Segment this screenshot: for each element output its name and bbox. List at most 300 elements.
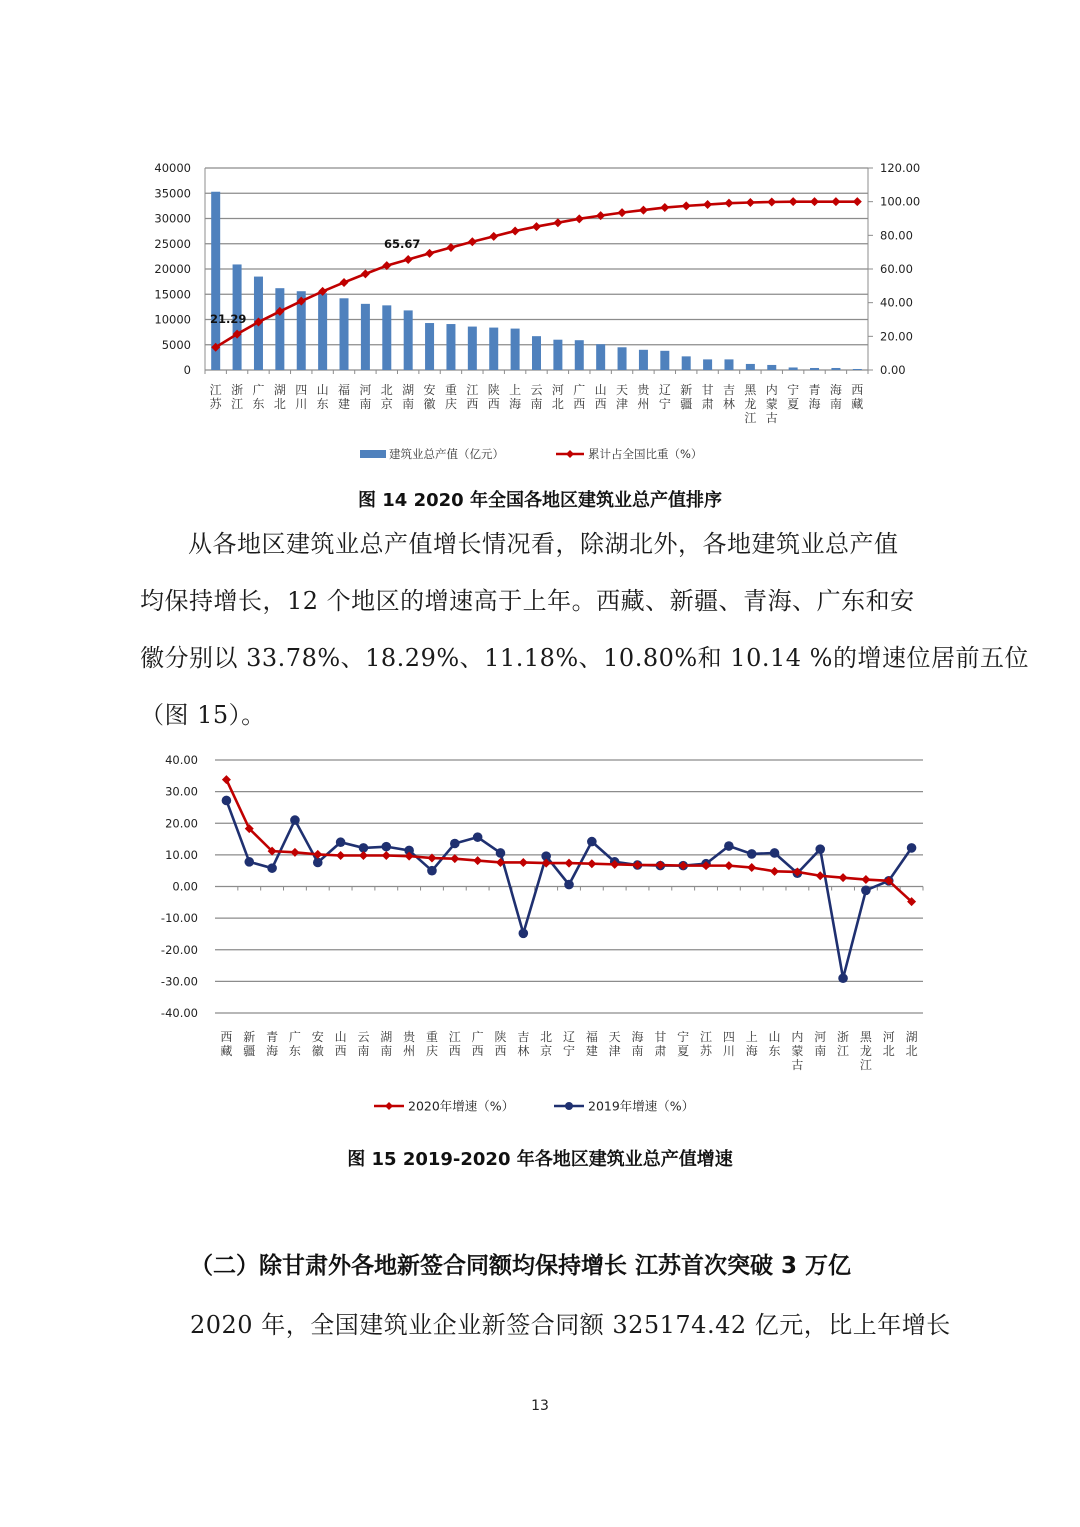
x-axis-label [586, 1030, 598, 1058]
svg-text:建: 建 [585, 1044, 598, 1058]
circle-marker [496, 848, 506, 858]
bar [810, 368, 819, 370]
diamond-marker [489, 232, 498, 241]
circle-marker [519, 929, 529, 939]
paragraph-line: 2020 年，全国建筑业企业新签合同额 325174.42 亿元，比上年增长 [190, 1311, 951, 1339]
svg-text:蒙: 蒙 [765, 397, 778, 411]
x-axis-label [472, 1029, 484, 1058]
svg-text:江: 江 [209, 383, 222, 397]
bar [425, 323, 434, 370]
paragraph-line: 从各地区建筑业总产值增长情况看，除湖北外，各地建筑业总产值 [188, 530, 899, 558]
left-axis-tick: 5000 [161, 337, 191, 352]
y-axis-tick: -30.00 [160, 974, 198, 989]
bar [767, 365, 776, 370]
svg-text:海: 海 [266, 1044, 279, 1058]
x-axis-label [809, 382, 821, 411]
svg-text:湖: 湖 [402, 383, 415, 397]
svg-text:累计占全国比重（%）: 累计占全国比重（%） [588, 447, 703, 461]
svg-text:江: 江 [700, 1030, 713, 1044]
x-axis-label [426, 1029, 438, 1058]
svg-text:夏: 夏 [787, 397, 800, 411]
x-axis-label [488, 382, 500, 411]
diamond-marker [404, 255, 413, 264]
svg-text:安: 安 [311, 1030, 324, 1044]
bar [703, 359, 712, 370]
svg-text:海: 海 [829, 383, 842, 397]
diamond-marker [639, 206, 648, 215]
svg-text:江: 江 [859, 1058, 872, 1072]
diamond-marker [682, 201, 691, 210]
svg-text:西: 西 [494, 1044, 507, 1058]
x-axis-label [552, 383, 564, 411]
bar [361, 304, 370, 370]
left-axis-tick: 25000 [154, 236, 191, 251]
svg-text:苏: 苏 [700, 1044, 713, 1058]
x-axis-label [595, 383, 607, 411]
x-axis-label [335, 1030, 347, 1058]
x-axis-label [637, 382, 650, 411]
diamond-marker [532, 222, 541, 231]
svg-text:南: 南 [829, 397, 842, 411]
data-label: 65.67 [384, 237, 421, 251]
svg-text:山: 山 [334, 1030, 347, 1044]
svg-text:建筑业总产值（亿元）: 建筑业总产值（亿元） [389, 447, 504, 461]
x-axis-label [766, 382, 778, 425]
svg-text:上: 上 [745, 1030, 758, 1044]
diamond-marker [831, 197, 840, 206]
x-axis-label [609, 1030, 621, 1058]
x-axis-label [837, 1029, 849, 1058]
svg-text:2019年增速（%）: 2019年增速（%） [588, 1098, 695, 1114]
diamond-marker [770, 867, 779, 876]
svg-text:川: 川 [722, 1044, 735, 1058]
bar [831, 368, 840, 370]
svg-text:湖: 湖 [273, 383, 286, 397]
bar [682, 356, 691, 370]
x-axis-label [654, 1029, 666, 1058]
svg-text:陕: 陕 [487, 383, 500, 397]
x-axis-label [723, 382, 735, 411]
svg-text:湖: 湖 [905, 1030, 918, 1044]
figure-15 [0, 740, 1080, 1130]
left-axis-tick: 15000 [154, 287, 191, 302]
circle-marker [313, 858, 323, 868]
bar [468, 327, 477, 370]
circle-marker [747, 849, 757, 859]
svg-text:青: 青 [808, 383, 821, 397]
figure-15-caption: 图 15 2019-2020 年各地区建筑业总产值增速 [347, 1149, 733, 1170]
x-axis-label [517, 1029, 529, 1058]
x-axis-label [295, 383, 307, 411]
x-axis-label [530, 383, 542, 411]
y-axis-tick: 10.00 [165, 847, 198, 862]
right-axis-tick: 80.00 [880, 228, 913, 243]
svg-text:西: 西 [466, 397, 479, 411]
diamond-marker [359, 851, 368, 860]
page-number: 13 [531, 1398, 549, 1414]
bar [511, 329, 520, 370]
left-axis-tick: 40000 [154, 161, 191, 175]
diamond-marker [336, 851, 345, 860]
x-axis-label [830, 383, 842, 411]
diamond-marker [746, 198, 755, 207]
x-axis-label [402, 382, 414, 411]
diamond-marker [724, 861, 733, 870]
svg-text:广: 广 [252, 383, 265, 397]
right-axis-tick: 60.00 [880, 262, 913, 276]
right-axis-tick: 120.00 [880, 161, 921, 175]
x-axis-label [403, 1029, 416, 1058]
x-axis-label [540, 1030, 552, 1058]
circle-marker [450, 839, 460, 849]
x-axis-label [380, 1029, 392, 1058]
x-axis-label [466, 383, 478, 411]
x-axis-label [883, 1030, 895, 1058]
svg-text:南: 南 [380, 1044, 393, 1058]
svg-text:吉: 吉 [722, 383, 735, 397]
x-axis-label [424, 382, 436, 411]
svg-text:东: 东 [316, 397, 329, 411]
x-axis-label [357, 1030, 369, 1058]
x-axis-label [769, 1030, 781, 1058]
svg-text:山: 山 [594, 383, 607, 397]
svg-text:黑: 黑 [744, 383, 757, 397]
chart-14-legend [360, 447, 702, 461]
svg-text:北: 北 [905, 1044, 918, 1058]
svg-text:南: 南 [359, 397, 372, 411]
svg-text:州: 州 [637, 397, 650, 411]
svg-text:州: 州 [403, 1044, 416, 1058]
paragraph-line: 徽分别以 33.78%、18.29%、11.18%、10.80%和 10.14 %的增速位居前五位 [140, 644, 1029, 672]
svg-text:北: 北 [540, 1030, 553, 1044]
x-axis-label [274, 382, 286, 411]
chart-15-line [0, 740, 1080, 1130]
svg-text:西: 西 [573, 397, 586, 411]
x-axis-label [700, 1030, 713, 1058]
svg-text:西: 西 [487, 397, 500, 411]
svg-text:四: 四 [722, 1030, 735, 1044]
svg-text:宁: 宁 [658, 397, 671, 411]
x-axis-label [445, 382, 457, 411]
svg-text:云: 云 [530, 383, 543, 397]
svg-text:东: 东 [252, 397, 265, 411]
chart-15-legend [374, 1099, 694, 1114]
x-axis-label [860, 1030, 873, 1072]
diamond-marker [473, 856, 482, 865]
diamond-marker [450, 854, 459, 863]
x-axis-label [231, 382, 243, 411]
svg-text:林: 林 [517, 1044, 530, 1058]
x-axis-label [851, 383, 863, 411]
svg-text:川: 川 [295, 397, 308, 411]
circle-marker [838, 973, 848, 983]
svg-text:青: 青 [266, 1030, 279, 1044]
circle-marker [587, 837, 597, 847]
svg-text:宁: 宁 [677, 1030, 690, 1044]
svg-text:北: 北 [273, 397, 286, 411]
right-axis-tick: 0.00 [880, 363, 906, 377]
paragraph-line: （图 15）。 [140, 701, 266, 729]
svg-text:藏: 藏 [220, 1044, 233, 1058]
svg-text:广: 广 [573, 383, 586, 397]
bar [724, 359, 733, 370]
circle-marker [244, 857, 254, 867]
svg-text:徽: 徽 [423, 397, 436, 411]
svg-text:古: 古 [791, 1058, 804, 1072]
y-axis-tick: -10.00 [160, 911, 198, 926]
diamond-marker [468, 237, 477, 246]
svg-text:津: 津 [616, 397, 629, 411]
diamond-marker [290, 848, 299, 857]
svg-text:西: 西 [220, 1030, 233, 1044]
x-axis-label [573, 382, 585, 411]
svg-text:山: 山 [316, 383, 329, 397]
svg-text:西: 西 [851, 383, 864, 397]
x-axis-label [338, 383, 350, 411]
svg-text:黑: 黑 [859, 1030, 872, 1044]
svg-text:林: 林 [722, 397, 735, 411]
svg-text:肃: 肃 [654, 1044, 667, 1058]
svg-text:四: 四 [295, 383, 308, 397]
svg-text:广: 广 [288, 1030, 301, 1044]
left-axis-tick: 10000 [154, 312, 191, 327]
diamond-marker [861, 875, 870, 884]
circle-marker [564, 880, 574, 890]
x-axis-label [252, 382, 264, 411]
bar [404, 310, 413, 370]
svg-text:新: 新 [243, 1030, 256, 1044]
bar [789, 367, 798, 370]
svg-text:宁: 宁 [787, 383, 800, 397]
figure-14-caption: 图 14 2020 年全国各地区建筑业总产值排序 [358, 490, 722, 511]
bar [446, 324, 455, 370]
diamond-marker [425, 249, 434, 258]
bar [660, 351, 669, 370]
x-axis-label [317, 383, 329, 411]
diamond-marker [340, 278, 349, 287]
diamond-marker [724, 199, 733, 208]
svg-text:疆: 疆 [243, 1044, 256, 1058]
svg-text:古: 古 [765, 411, 778, 425]
diamond-marker [519, 858, 528, 867]
x-axis-label [659, 383, 671, 411]
svg-text:湖: 湖 [380, 1030, 393, 1044]
svg-text:天: 天 [608, 1030, 621, 1044]
svg-text:海: 海 [745, 1044, 758, 1058]
diamond-marker [660, 203, 669, 212]
circle-marker [861, 885, 871, 895]
diamond-marker [810, 197, 819, 206]
bar [318, 293, 327, 370]
svg-text:河: 河 [359, 383, 372, 397]
y-axis-tick: 30.00 [165, 784, 198, 799]
svg-text:吉: 吉 [517, 1030, 530, 1044]
svg-text:东: 东 [768, 1044, 781, 1058]
svg-text:浙: 浙 [837, 1030, 850, 1044]
svg-text:庆: 庆 [425, 1044, 438, 1058]
svg-text:2020年增速（%）: 2020年增速（%） [408, 1098, 515, 1114]
svg-text:海: 海 [509, 397, 522, 411]
paragraph-line: 均保持增长，12 个地区的增速高于上年。西藏、新疆、青海、广东和安 [140, 587, 915, 615]
svg-text:河: 河 [882, 1030, 895, 1044]
svg-text:建: 建 [338, 397, 351, 411]
circle-marker [815, 844, 825, 854]
chart-14-bar-line [0, 0, 1080, 480]
svg-text:新: 新 [680, 383, 693, 397]
svg-text:西: 西 [594, 397, 607, 411]
svg-text:夏: 夏 [677, 1044, 690, 1058]
diamond-marker [703, 200, 712, 209]
x-axis-label [723, 1030, 735, 1058]
bar [340, 298, 349, 370]
diamond-marker [553, 218, 562, 227]
svg-text:浙: 浙 [231, 383, 244, 397]
svg-text:西: 西 [448, 1044, 461, 1058]
circle-marker [222, 796, 232, 806]
section-heading: （二）除甘肃外各地新签合同额均保持增长 江苏首次突破 3 万亿 [190, 1253, 852, 1279]
svg-text:江: 江 [448, 1030, 461, 1044]
circle-marker [724, 841, 734, 851]
x-axis-label [509, 382, 521, 411]
svg-text:江: 江 [837, 1044, 850, 1058]
y-axis-tick: 0.00 [172, 879, 198, 894]
right-axis-tick: 100.00 [880, 194, 921, 209]
y-axis-tick: -40.00 [160, 1006, 198, 1020]
circle-marker [336, 837, 346, 847]
svg-text:重: 重 [425, 1030, 438, 1044]
svg-text:京: 京 [380, 397, 393, 411]
svg-text:陕: 陕 [494, 1030, 507, 1044]
x-axis-label [632, 1030, 644, 1058]
bar [489, 328, 498, 370]
bar [275, 288, 284, 370]
svg-text:内: 内 [791, 1030, 804, 1044]
svg-text:龙: 龙 [859, 1044, 872, 1058]
x-axis-label [289, 1029, 301, 1058]
bar [746, 364, 755, 370]
legend-bar-swatch [360, 450, 386, 458]
x-axis-label [210, 383, 223, 411]
y-axis-tick: 40.00 [165, 753, 198, 767]
diamond-marker [839, 873, 848, 882]
svg-text:疆: 疆 [680, 397, 693, 411]
x-axis-label [243, 1030, 255, 1058]
left-axis-tick: 35000 [154, 186, 191, 201]
diamond-marker [382, 851, 391, 860]
left-axis-tick: 30000 [154, 211, 191, 226]
circle-marker [381, 842, 391, 852]
diamond-marker [565, 859, 574, 868]
bar [618, 347, 627, 370]
y-axis-tick: 20.00 [165, 816, 198, 831]
svg-text:津: 津 [608, 1044, 621, 1058]
svg-text:内: 内 [765, 383, 778, 397]
diamond-marker [222, 775, 231, 784]
diamond-marker [361, 269, 370, 278]
svg-text:南: 南 [402, 397, 415, 411]
circle-marker [267, 863, 277, 873]
x-axis-label [677, 1030, 689, 1058]
circle-marker [907, 843, 917, 853]
x-axis-label [266, 1029, 278, 1058]
svg-text:天: 天 [616, 383, 629, 397]
svg-text:西: 西 [334, 1044, 347, 1058]
x-axis-label [791, 1029, 803, 1072]
x-axis-label [563, 1030, 575, 1058]
x-axis-label [814, 1030, 826, 1058]
bar [853, 369, 862, 370]
svg-text:辽: 辽 [562, 1030, 576, 1044]
svg-text:苏: 苏 [209, 397, 222, 411]
x-axis-label [220, 1030, 232, 1058]
right-axis-tick: 20.00 [880, 329, 913, 344]
circle-marker [770, 848, 780, 858]
svg-text:京: 京 [540, 1044, 553, 1058]
svg-text:安: 安 [423, 383, 436, 397]
y-axis-tick: -20.00 [160, 942, 198, 957]
x-axis-label [359, 383, 371, 411]
svg-text:甘: 甘 [701, 383, 714, 397]
svg-text:辽: 辽 [658, 383, 671, 397]
bar [596, 344, 605, 370]
bar [532, 336, 541, 370]
x-axis-label [449, 1030, 461, 1058]
svg-text:南: 南 [530, 397, 543, 411]
svg-text:蒙: 蒙 [791, 1044, 804, 1058]
svg-text:江: 江 [744, 411, 757, 425]
x-axis-label [787, 383, 799, 411]
svg-text:上: 上 [509, 383, 522, 397]
svg-text:北: 北 [551, 397, 564, 411]
svg-text:福: 福 [338, 383, 351, 397]
circle-marker [473, 832, 483, 842]
diamond-marker [853, 197, 862, 206]
svg-text:甘: 甘 [654, 1030, 667, 1044]
left-axis-tick: 20000 [154, 262, 191, 276]
svg-text:广: 广 [471, 1030, 484, 1044]
diamond-marker [511, 226, 520, 235]
svg-text:海: 海 [631, 1030, 644, 1044]
svg-text:重: 重 [444, 383, 457, 397]
diamond-marker [575, 214, 584, 223]
svg-text:庆: 庆 [444, 397, 457, 411]
data-label: 21.29 [210, 312, 247, 326]
svg-text:宁: 宁 [562, 1044, 576, 1058]
svg-text:东: 东 [288, 1044, 301, 1058]
bar [575, 340, 584, 370]
svg-text:南: 南 [357, 1044, 370, 1058]
svg-text:江: 江 [231, 397, 244, 411]
diamond-marker [747, 863, 756, 872]
svg-text:山: 山 [768, 1030, 781, 1044]
right-axis-tick: 40.00 [880, 295, 913, 310]
x-axis-label [744, 383, 757, 425]
x-axis-label [494, 1029, 506, 1058]
bar [553, 340, 562, 370]
svg-text:西: 西 [471, 1044, 484, 1058]
svg-text:肃: 肃 [701, 397, 714, 411]
svg-text:北: 北 [882, 1044, 895, 1058]
bar [639, 350, 648, 370]
x-axis-label [312, 1029, 324, 1058]
x-axis-label [616, 383, 628, 411]
svg-text:龙: 龙 [744, 397, 757, 411]
svg-text:南: 南 [631, 1044, 644, 1058]
x-axis-label [381, 383, 393, 411]
circle-marker [290, 815, 300, 825]
diamond-marker [618, 208, 627, 217]
circle-marker [427, 866, 437, 876]
